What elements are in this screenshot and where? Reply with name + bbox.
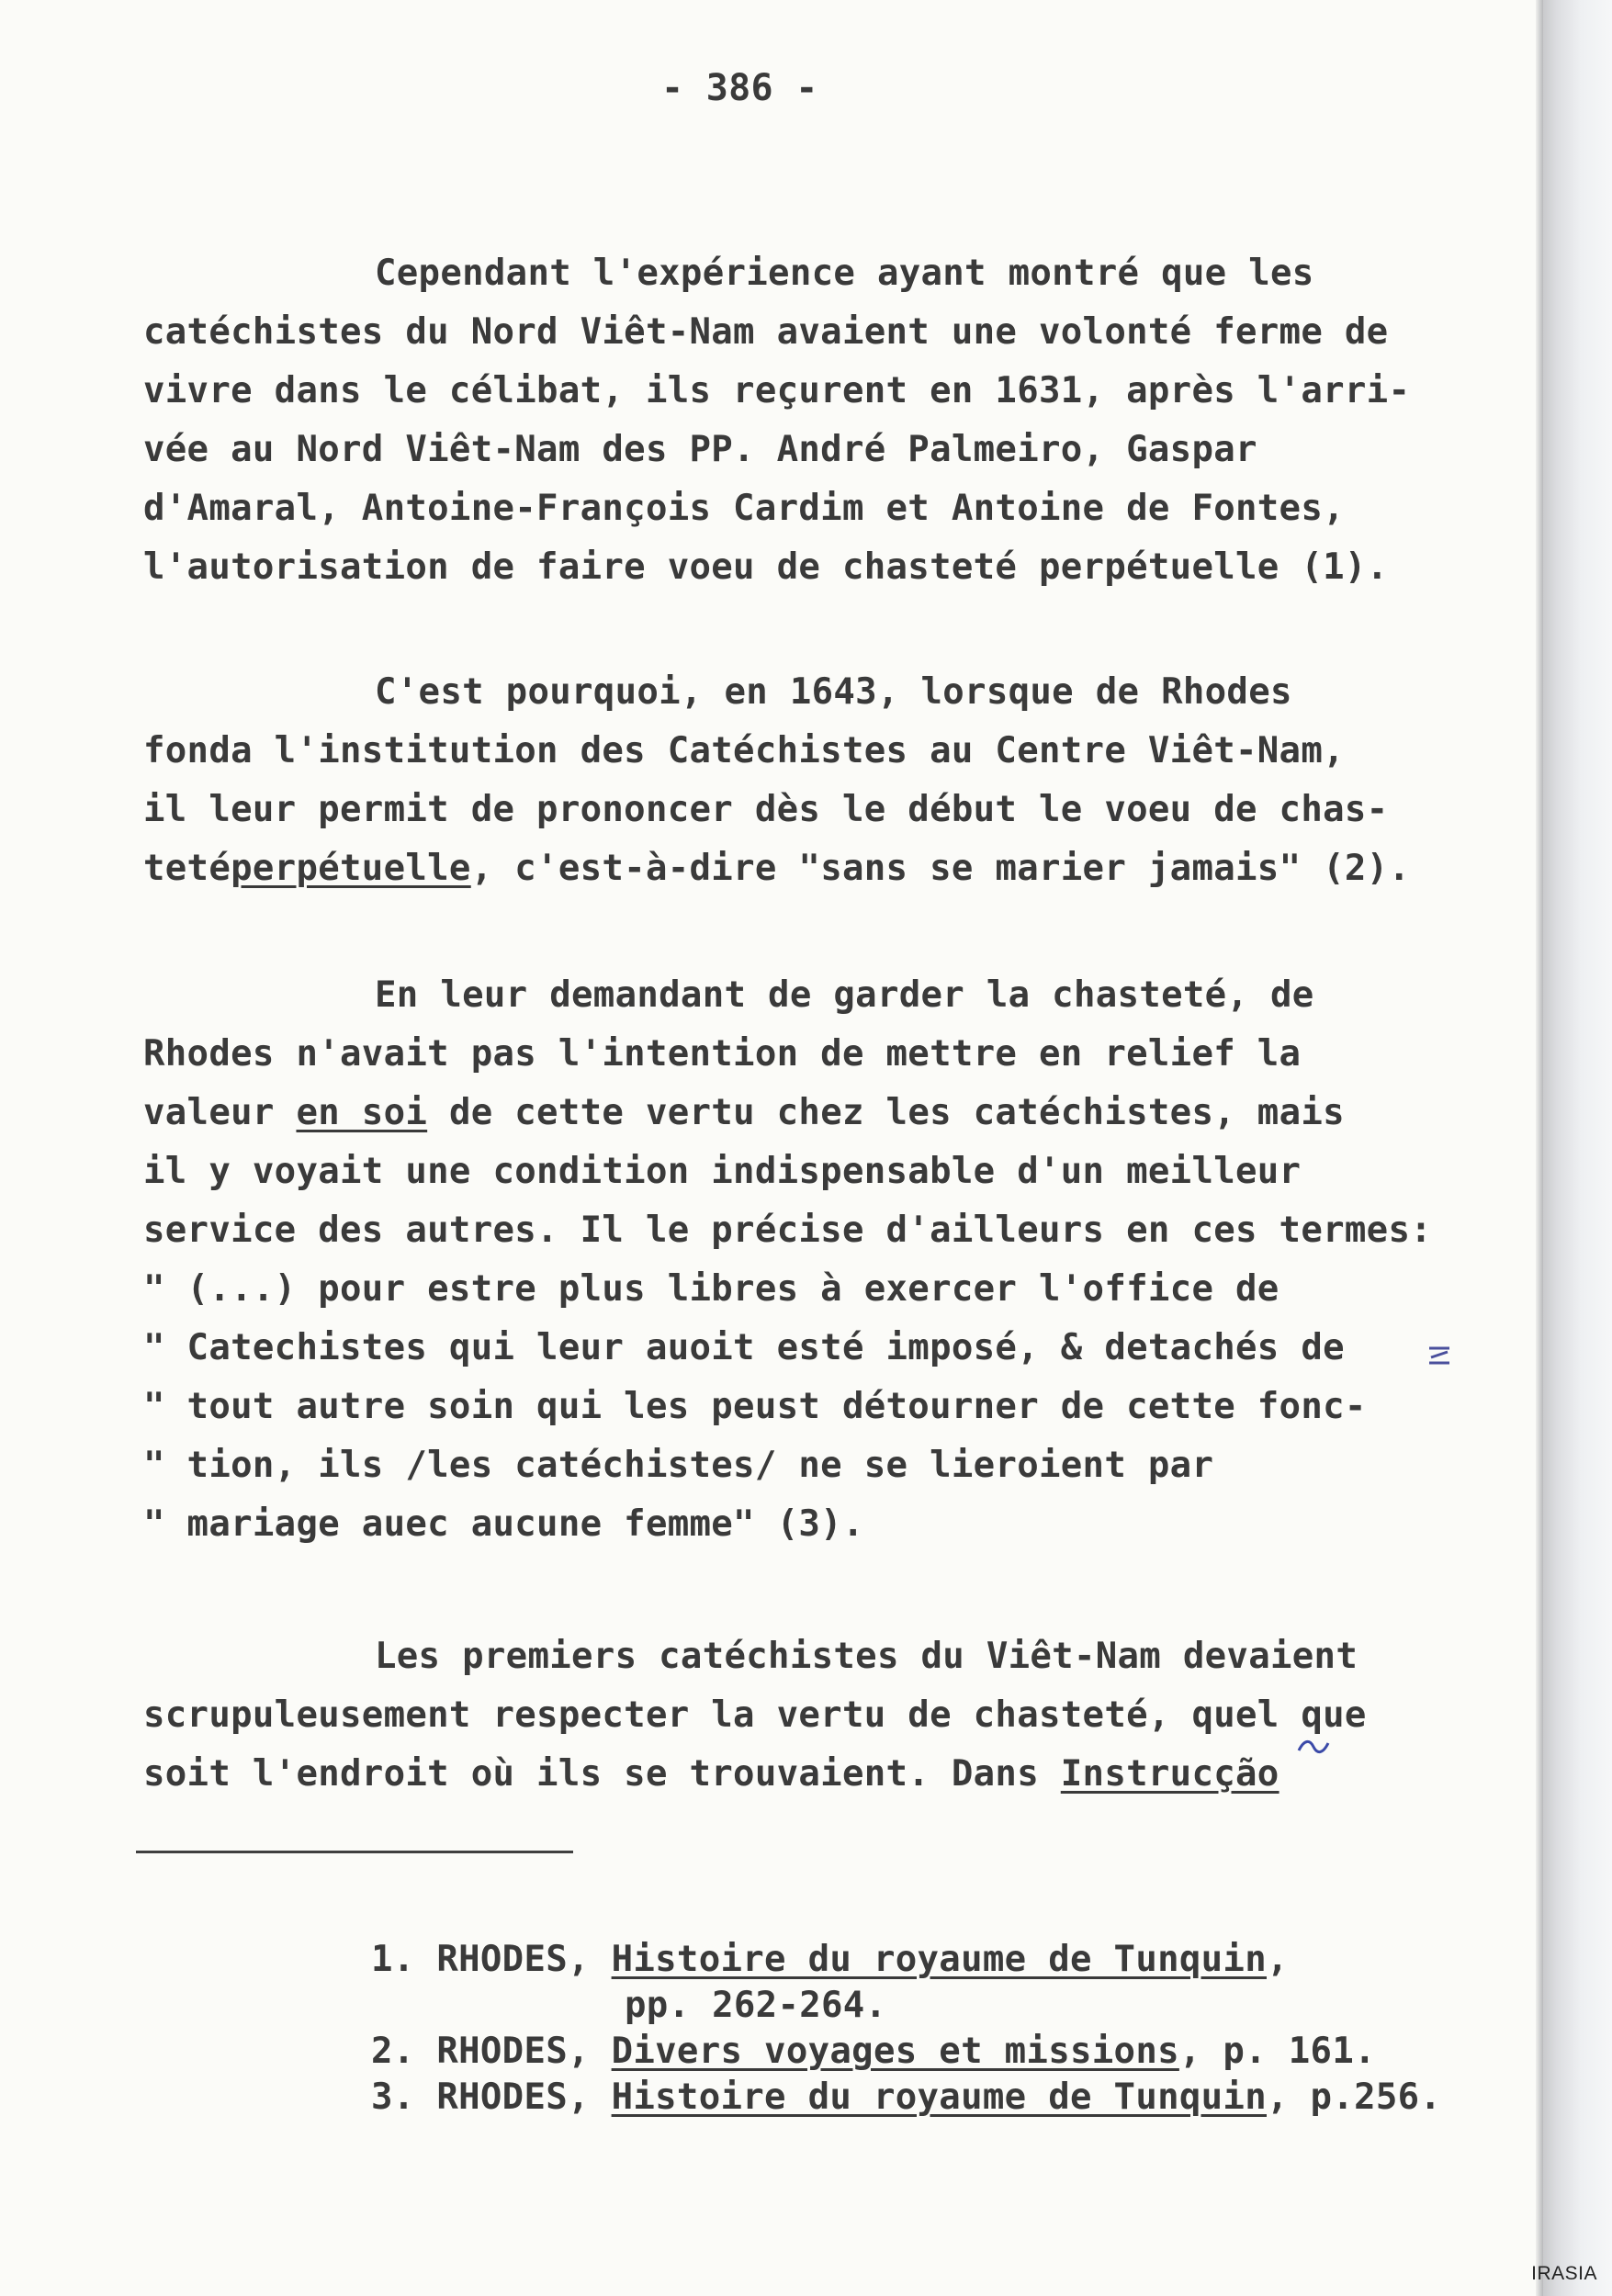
footnote-suffix: , <box>1267 1939 1289 1980</box>
footnote <box>371 1938 1289 1982</box>
underlined-word: en soi <box>296 1092 428 1133</box>
text-fragment: de cette vertu chez les catéchistes, mais <box>448 1092 1345 1133</box>
text-line: " tion, ils /les catéchistes/ ne se lieroient par <box>143 1445 1214 1486</box>
text-line <box>143 1091 1345 1135</box>
text-line: il leur permit de prononcer dès le début le voeu de chas- <box>143 789 1389 830</box>
text-line: Rhodes n'avait pas l'intention de mettre en relief la <box>143 1033 1302 1075</box>
footnote-number: 3. <box>371 2077 415 2118</box>
text-line: " mariage auec aucune femme" (3). <box>143 1503 864 1545</box>
text-line: " (...) pour estre plus libres à exercer l'office de <box>143 1268 1279 1310</box>
page-number: - 386 - <box>661 67 818 109</box>
text-line: fonda l'institution des Catéchistes au Centre Viêt-Nam, <box>143 730 1345 771</box>
footnote-author: RHODES, <box>436 2031 590 2072</box>
footnote-separator <box>136 1851 573 1853</box>
footnote <box>371 2076 1441 2120</box>
text-line <box>143 847 1410 891</box>
scan-background <box>1543 0 1612 2296</box>
footnote-number: 1. <box>371 1939 415 1980</box>
text-line: C'est pourquoi, en 1643, lorsque de Rhodes <box>375 671 1292 713</box>
text-fragment: valeur <box>143 1092 275 1133</box>
text-line: " Catechistes qui leur auoit esté imposé, & detachés de <box>143 1327 1345 1368</box>
footnote-author: RHODES, <box>436 1939 590 1980</box>
underlined-word: Instrucção <box>1060 1753 1279 1795</box>
text-fragment: soit l'endroit où ils se trouvaient. Dans <box>143 1753 1039 1795</box>
text-fragment: , c'est-à-dire "sans se marier jamais" (2). <box>470 848 1411 889</box>
footnote-title: Histoire du royaume de Tunquin <box>611 2077 1267 2118</box>
text-line: vée au Nord Viêt-Nam des PP. André Palmeiro, Gaspar <box>143 429 1257 470</box>
footnote-suffix: , p.256. <box>1267 2077 1442 2118</box>
text-fragment: teté <box>143 848 231 889</box>
page-edge-shadow <box>1536 0 1543 2296</box>
handwritten-tilde-mark <box>1295 1736 1332 1758</box>
text-line: " tout autre soin qui les peust détourner de cette fonc- <box>143 1386 1367 1427</box>
handwritten-correction-mark <box>1426 1339 1453 1372</box>
watermark: IRASIA <box>1531 2263 1597 2284</box>
text-line: il y voyait une condition indispensable d'un meilleur <box>143 1151 1302 1192</box>
text-line: l'autorisation de faire voeu de chasteté perpétuelle (1). <box>143 546 1389 588</box>
footnote-author: RHODES, <box>436 2077 590 2118</box>
text-line: En leur demandant de garder la chasteté, de <box>375 974 1314 1016</box>
footnote-title: Divers voyages et missions <box>611 2031 1179 2072</box>
text-line: service des autres. Il le précise d'ailleurs en ces termes: <box>143 1210 1433 1251</box>
text-line: catéchistes du Nord Viêt-Nam avaient une volonté ferme de <box>143 311 1389 353</box>
footnote-continuation: pp. 262-264. <box>625 1985 887 2026</box>
footnote <box>371 2030 1376 2074</box>
text-line <box>143 1752 1279 1796</box>
text-line: vivre dans le célibat, ils reçurent en 1631, après l'arri- <box>143 370 1411 411</box>
text-line: scrupuleusement respecter la vertu de chasteté, quel que <box>143 1694 1367 1736</box>
text-line: Les premiers catéchistes du Viêt-Nam devaient <box>375 1636 1358 1677</box>
footnote-suffix: , p. 161. <box>1178 2031 1376 2072</box>
footnote-title: Histoire du royaume de Tunquin <box>611 1939 1267 1980</box>
footnote-number: 2. <box>371 2031 415 2072</box>
underlined-word: perpétuelle <box>231 848 471 889</box>
text-line: Cependant l'expérience ayant montré que les <box>375 253 1314 294</box>
text-line: d'Amaral, Antoine-François Cardim et Antoine de Fontes, <box>143 488 1345 529</box>
